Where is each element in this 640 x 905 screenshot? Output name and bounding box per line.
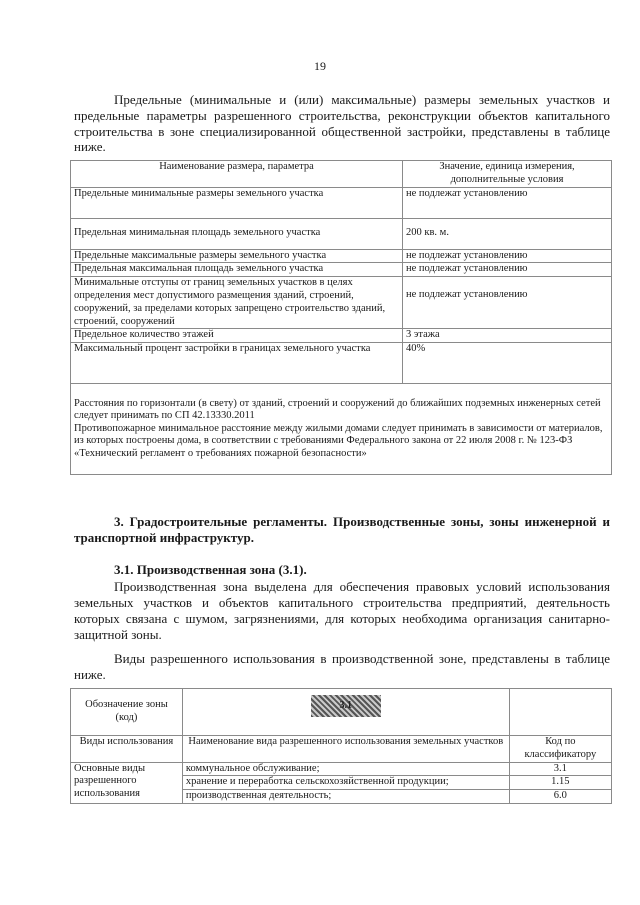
col-code: Код по классификатору [509, 736, 611, 763]
row-value: 200 кв. м. [403, 218, 612, 249]
use-code: 1.15 [509, 776, 611, 790]
row-value: 3 этажа [403, 329, 612, 343]
table-notes-row [71, 384, 612, 475]
table-row [71, 329, 612, 343]
row-param: Предельная максимальная площадь земельного участка [71, 263, 403, 277]
table-row [71, 343, 612, 384]
use-name: коммунальное обслуживание; [182, 762, 509, 776]
table-header-row [71, 736, 612, 763]
group-label: Основные виды разрешенного использования [71, 762, 183, 803]
col-name: Наименование вида разрешенного использования земельных участков [182, 736, 509, 763]
row-value: 40% [403, 343, 612, 384]
page-number: 19 [314, 59, 326, 73]
table-row [71, 218, 612, 249]
header-param: Наименование размера, параметра [71, 161, 403, 188]
header-value-line1: Значение, единица измерения, [439, 161, 575, 172]
row-param: Минимальные отступы от границ земельных участков в целях определения мест допустимого размещения зданий, строений, сооружений, за пределами которых запрещено строительство зданий, строений, сооружений [71, 277, 403, 329]
col-kinds: Виды использования [71, 736, 183, 763]
use-name: хранение и переработка сельскохозяйственной продукции; [182, 776, 509, 790]
parameters-table [70, 160, 612, 475]
use-code: 6.0 [509, 790, 611, 804]
intro-paragraph [74, 92, 610, 155]
header-value [403, 161, 612, 188]
table-notes [71, 384, 612, 475]
note-fire-distance: Противопожарное минимальное расстояние между жилыми домами следует принимать в зависимости от материалов, из которых построены дома, в соответствии с требованиями Федерального закона от 22 июля 2008 г. № 123-ФЗ «Технический регламент о требованиях пожарной безопасности» [74, 422, 603, 460]
zone-code-badge: 3.1 [311, 695, 381, 717]
section-3-1-paragraph: Производственная зона выделена для обеспечения правовых условий использования земельных участков и объектов капитального строительства предприятий, деятельность которых связана с шумом, загрязнениями, для которых необходима организация санитарно-защитной зоны. [74, 579, 610, 642]
zone-code-row [71, 689, 612, 736]
section-3-1-heading: 3.1. Производственная зона (3.1). [114, 562, 307, 577]
row-param: Предельная минимальная площадь земельного участка [71, 218, 403, 249]
row-param: Предельные минимальные размеры земельного участка [71, 187, 403, 218]
table-row [71, 249, 612, 263]
note-subsurface-networks: Расстояния по горизонтали (в свету) от зданий, строений и сооружений до ближайших подземных инженерных сетей следует принимать по СП 42.13330.2011 [74, 397, 601, 422]
section-3-heading: 3. Градостроительные регламенты. Производственные зоны, зоны инженерной и транспортной инфраструктур. [74, 514, 610, 545]
zone-code-cell [182, 689, 509, 736]
row-value: не подлежат установлению [403, 187, 612, 218]
table-row [71, 762, 612, 776]
table-header-row [71, 161, 612, 188]
row-value: не подлежат установлению [403, 249, 612, 263]
use-name: производственная деятельность; [182, 790, 509, 804]
intro-text: Предельные (минимальные и (или) максимальные) размеры земельных участков и предельные параметры разрешенного строительства, реконструкции объектов капитального строительства в зоне специализированной общественной застройки, представлены в таблице ниже. [74, 92, 610, 155]
zone-code-empty [509, 689, 611, 736]
row-param: Предельное количество этажей [71, 329, 403, 343]
row-param: Предельные максимальные размеры земельного участка [71, 249, 403, 263]
land-use-table [70, 688, 612, 804]
zone-label: Обозначение зоны (код) [71, 689, 183, 736]
table-row [71, 187, 612, 218]
table-row [71, 263, 612, 277]
row-value: не подлежат установлению [403, 263, 612, 277]
header-value-line2: дополнительные условия [450, 173, 564, 185]
table-row [71, 277, 612, 329]
row-param: Максимальный процент застройки в границах земельного участка [71, 343, 403, 384]
row-value: не подлежат установлению [403, 277, 612, 329]
section-3-1-paragraph-2: Виды разрешенного использования в производственной зоне, представлены в таблице ниже. [74, 651, 610, 682]
use-code: 3.1 [509, 762, 611, 776]
